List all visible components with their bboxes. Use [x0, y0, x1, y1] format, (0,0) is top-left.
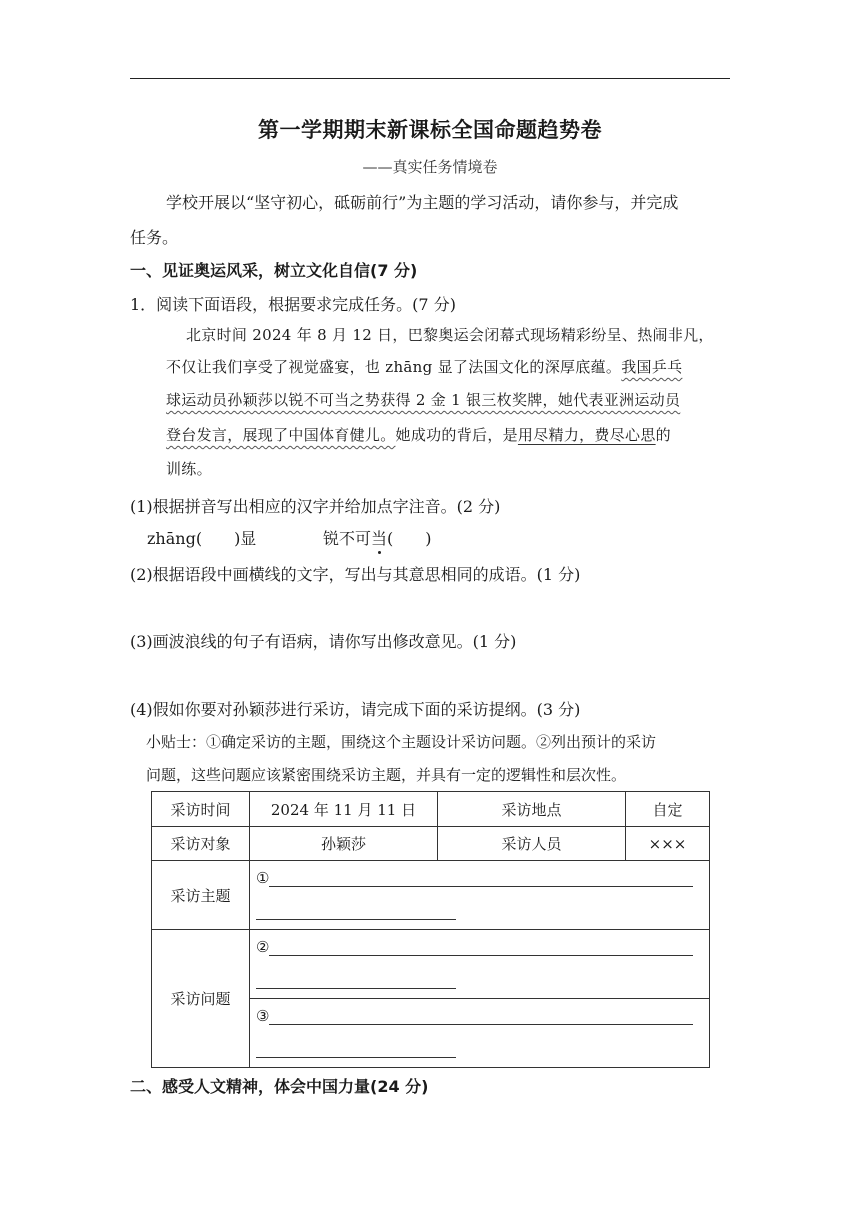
question-3-blank-1	[269, 1023, 693, 1025]
passage-line-4-end: 的	[655, 426, 671, 444]
question-2-blank-1	[269, 954, 693, 956]
question-3-line-2	[256, 1039, 456, 1058]
sub-question-3: (3)画波浪线的句子有语病，请你写出修改意见。(1 分)	[130, 632, 517, 651]
interview-place-label: 采访地点	[438, 792, 626, 827]
question-2-line-2	[256, 970, 456, 989]
interview-staff-value: ×××	[626, 827, 710, 861]
page-subtitle: ——真实任务情境卷	[362, 158, 498, 176]
theme-marker: ①	[256, 869, 270, 887]
page-title: 第一学期期末新课标全国命题趋势卷	[258, 118, 602, 142]
tip-line-2: 问题，这些问题应该紧密围绕采访主题，并具有一定的逻辑性和层次性。	[146, 766, 627, 784]
tip-line-1: 小贴士：①确定采访的主题，围绕这个主题设计采访问题。②列出预计的采访	[146, 733, 657, 751]
interview-question-3-area	[250, 999, 710, 1068]
dotted-char: 当	[371, 529, 388, 548]
question-3-marker: ③	[256, 1007, 270, 1025]
question-2-blank-2	[256, 970, 456, 989]
passage-line-3	[166, 389, 680, 410]
sub-question-2: (2)根据语段中画横线的文字，写出与其意思相同的成语。(1 分)	[130, 565, 581, 584]
dotted-char-blank: ( )	[387, 529, 432, 548]
passage-line-4-tail: 她成功的背后，是	[395, 426, 518, 444]
theme-answer-line-1	[256, 869, 693, 887]
interview-outline-table	[151, 791, 710, 1068]
sub-question-4: (4)假如你要对孙颖莎进行采访，请完成下面的采访提纲。(3 分)	[130, 700, 581, 719]
pinyin-blank-answer: zhāng( )显	[147, 529, 257, 548]
dotted-char-prefix: 锐不可	[323, 529, 372, 548]
question-1: 1．阅读下面语段，根据要求完成任务。(7 分)	[130, 295, 456, 314]
passage-line-2	[166, 356, 682, 377]
interview-question-2-area	[250, 930, 710, 999]
passage-line-1: 北京时间 2024 年 8 月 12 日，巴黎奥运会闭幕式现场精彩纷呈、热闹非凡，	[186, 326, 714, 344]
passage-line-5: 训练。	[166, 460, 212, 478]
interview-time-label: 采访时间	[152, 792, 250, 827]
intro-line-2: 任务。	[130, 228, 179, 247]
interview-theme-answer-area	[250, 861, 710, 930]
intro-line-1: 学校开展以“坚守初心，砥砺前行”为主题的学习活动，请你参与，并完成	[166, 193, 679, 212]
header-rule	[130, 78, 730, 79]
theme-answer-line-2	[256, 901, 456, 920]
section-2-heading: 二、感受人文精神，体会中国力量(24 分)	[130, 1077, 429, 1096]
interview-theme-label: 采访主题	[152, 861, 250, 930]
passage-line-4	[166, 424, 671, 445]
interview-target-label: 采访对象	[152, 827, 250, 861]
wavy-sentence-part-2: 球运动员孙颖莎以锐不可当之势获得 2 金 1 银三枚奖牌，她代表亚洲运动员	[166, 391, 681, 409]
section-1-heading: 一、见证奥运风采，树立文化自信(7 分)	[130, 261, 418, 280]
question-2-marker: ②	[256, 938, 270, 956]
theme-blank-2	[256, 901, 456, 920]
interview-question-label: 采访问题	[152, 930, 250, 1068]
interview-time-value: 2024 年 11 月 11 日	[250, 792, 438, 827]
interview-staff-label: 采访人员	[438, 827, 626, 861]
passage-line-2-text: 不仅让我们享受了视觉盛宴，也 zhāng 显了法国文化的深厚底蕴。	[166, 358, 622, 376]
sub-question-1: (1)根据拼音写出相应的汉字并给加点字注音。(2 分)	[130, 497, 501, 516]
dotted-char-answer	[323, 526, 432, 549]
wavy-sentence-part-3: 登台发言，展现了中国体育健儿。	[166, 426, 396, 444]
question-2-line-1	[256, 938, 693, 956]
question-3-line-1	[256, 1007, 693, 1025]
underlined-phrase: 用尽精力，费尽心思	[517, 426, 656, 444]
theme-blank-1	[269, 885, 693, 887]
interview-place-value: 自定	[626, 792, 710, 827]
interview-target-value: 孙颖莎	[250, 827, 438, 861]
wavy-sentence-part-1: 我国乒乓	[621, 358, 683, 376]
question-3-blank-2	[256, 1039, 456, 1058]
